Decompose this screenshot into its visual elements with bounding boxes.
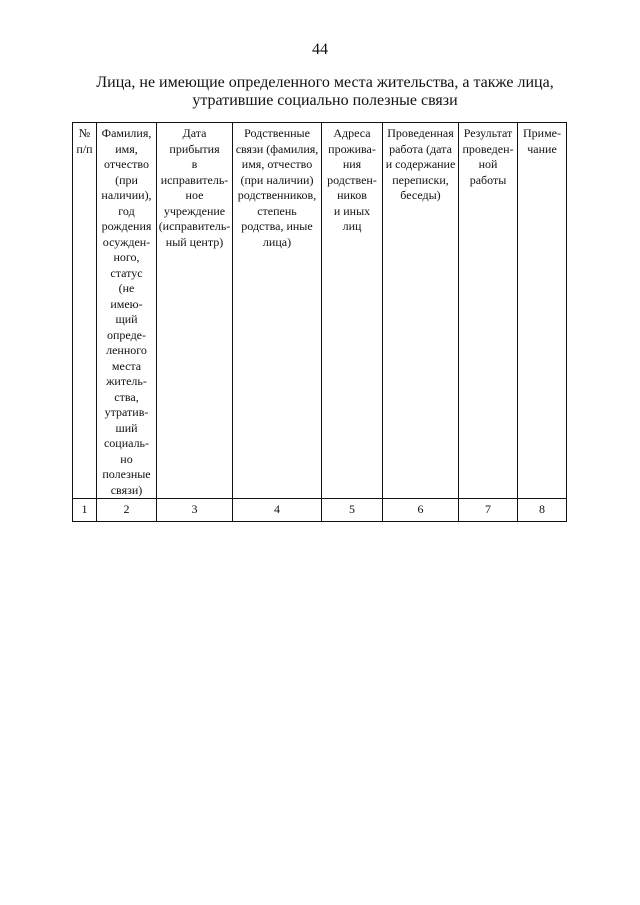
column-number: 6 (383, 499, 459, 522)
column-number: 8 (518, 499, 567, 522)
column-number-row (73, 499, 567, 522)
column-number: 7 (459, 499, 518, 522)
header-cell-family-ties: Родственные связи (фамилия, имя, отчество (при наличии) родственников, степень родства, иные лица) (233, 123, 322, 499)
column-number: 3 (157, 499, 233, 522)
header-cell-arrival-date: Дата прибытия в исправитель- ное учреждение (исправитель- ный центр) (157, 123, 233, 499)
register-table (72, 122, 567, 522)
column-number: 1 (73, 499, 97, 522)
column-number: 5 (322, 499, 383, 522)
title-line-1: Лица, не имеющие определенного места жительства, а также лица, (96, 74, 554, 91)
title-line-2: утратившие социально полезные связи (192, 92, 458, 109)
header-cell-number: № п/п (73, 123, 97, 499)
header-cell-note: Приме- чание (518, 123, 567, 499)
document-title (80, 74, 570, 110)
header-cell-work-done: Проведенная работа (дата и содержание переписки, беседы) (383, 123, 459, 499)
column-number: 2 (97, 499, 157, 522)
header-cell-relatives-addresses: Адреса прожива- ния родствен- ников и иных лиц (322, 123, 383, 499)
column-number: 4 (233, 499, 322, 522)
table-header-row (73, 123, 567, 499)
page-number: 44 (312, 41, 328, 58)
header-cell-work-result: Результат проведен- ной работы (459, 123, 518, 499)
header-cell-full-name: Фамилия, имя, отчество (при наличии), год рождения осужден- ного, статус (не имею- щий опреде- ленного места житель- ства, утратив- ший социаль- но полезные связи) (97, 123, 157, 499)
